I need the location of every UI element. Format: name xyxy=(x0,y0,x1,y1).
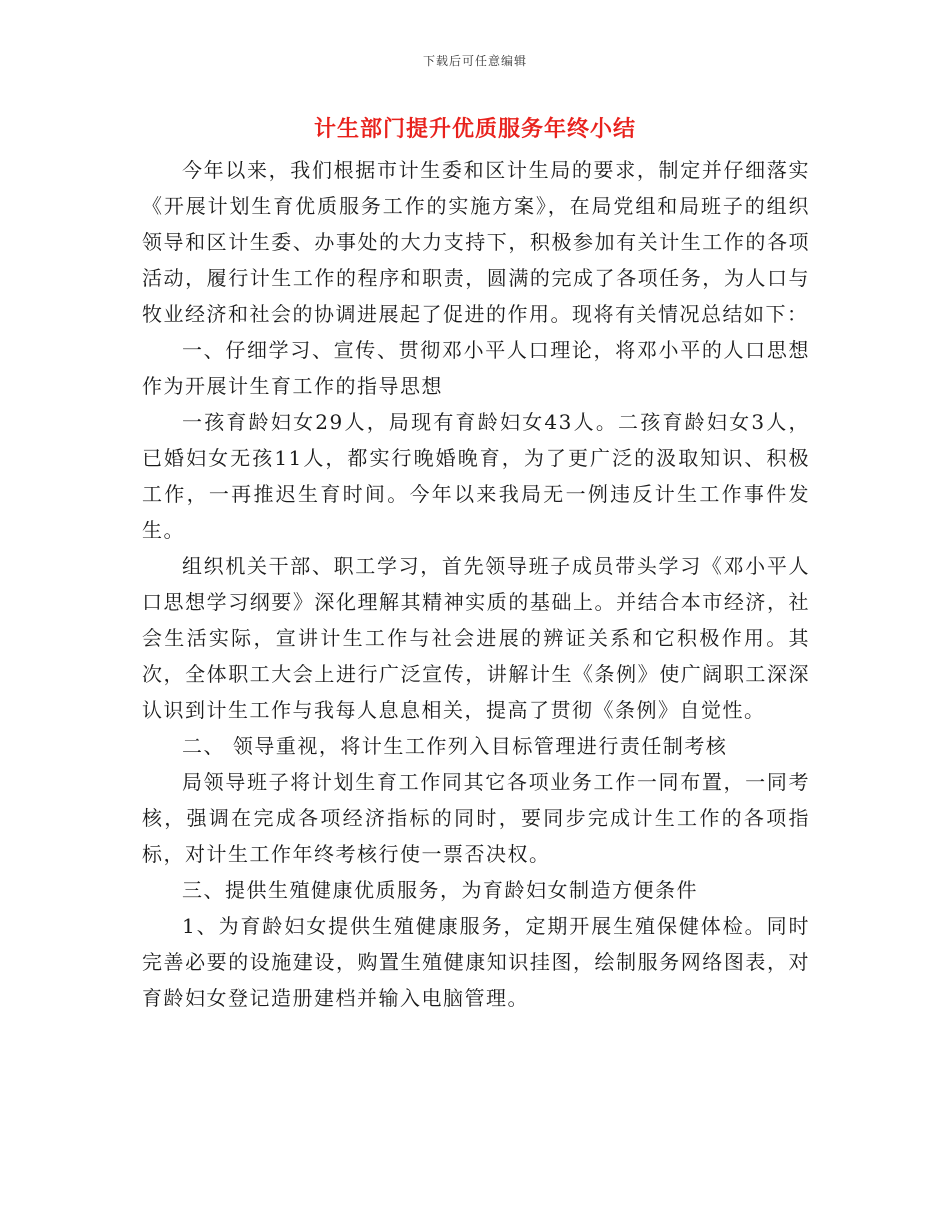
section-heading-1: 一、仔细学习、宣传、贯彻邓小平人口理论，将邓小平的人口思想作为开展计生育工作的指导思想 xyxy=(142,338,810,398)
paragraph-study: 组织机关干部、职工学习，首先领导班子成员带头学习《邓小平人口思想学习纲要》深化理解其精神实质的基础上。并结合本市经济，社会生活实际，宣讲计生工作与社会进展的辨证关系和它积极作用。其次，全体职工大会上进行广泛宣传，讲解计生《条例》使广阔职工深深认识到计生工作与我每人息息相关，提高了贯彻《条例》自觉性。 xyxy=(142,554,810,722)
header-note: 下载后可任意编辑 xyxy=(422,54,527,68)
paragraph-intro: 今年以来，我们根据市计生委和区计生局的要求，制定并仔细落实《开展计划生育优质服务工作的实施方案》，在局党组和局班子的组织领导和区计生委、办事处的大力支持下，积极参加有关计生工作的各项活动，履行计生工作的程序和职责，圆满的完成了各项任务，为人口与牧业经济和社会的协调进展起了促进的作用。现将有关情况总结如下： xyxy=(142,158,810,326)
paragraph-health-service: 1、为育龄妇女提供生殖健康服务，定期开展生殖保健体检。同时完善必要的设施建设，购置生殖健康知识挂图，绘制服务网络图表，对育龄妇女登记造册建档并输入电脑管理。 xyxy=(142,914,810,1010)
paragraph-leadership: 局领导班子将计划生育工作同其它各项业务工作一同布置，一同考核，强调在完成各项经济指标的同时，要同步完成计生工作的各项指标，对计生工作年终考核行使一票否决权。 xyxy=(142,770,810,866)
section-heading-3: 三、提供生殖健康优质服务，为育龄妇女制造方便条件 xyxy=(182,878,698,902)
section-heading-2: 二、 领导重视，将计生工作列入目标管理进行责任制考核 xyxy=(182,734,728,758)
paragraph-statistics: 一孩育龄妇女29人，局现有育龄妇女43人。二孩育龄妇女3人，已婚妇女无孩11人，都实行晚婚晚育，为了更广泛的汲取知识、积极工作，一再推迟生育时间。今年以来我局无一例违反计生工作事件发生。 xyxy=(142,410,810,542)
document-body xyxy=(142,152,810,1016)
document-title: 计生部门提升优质服务年终小结 xyxy=(313,116,636,142)
